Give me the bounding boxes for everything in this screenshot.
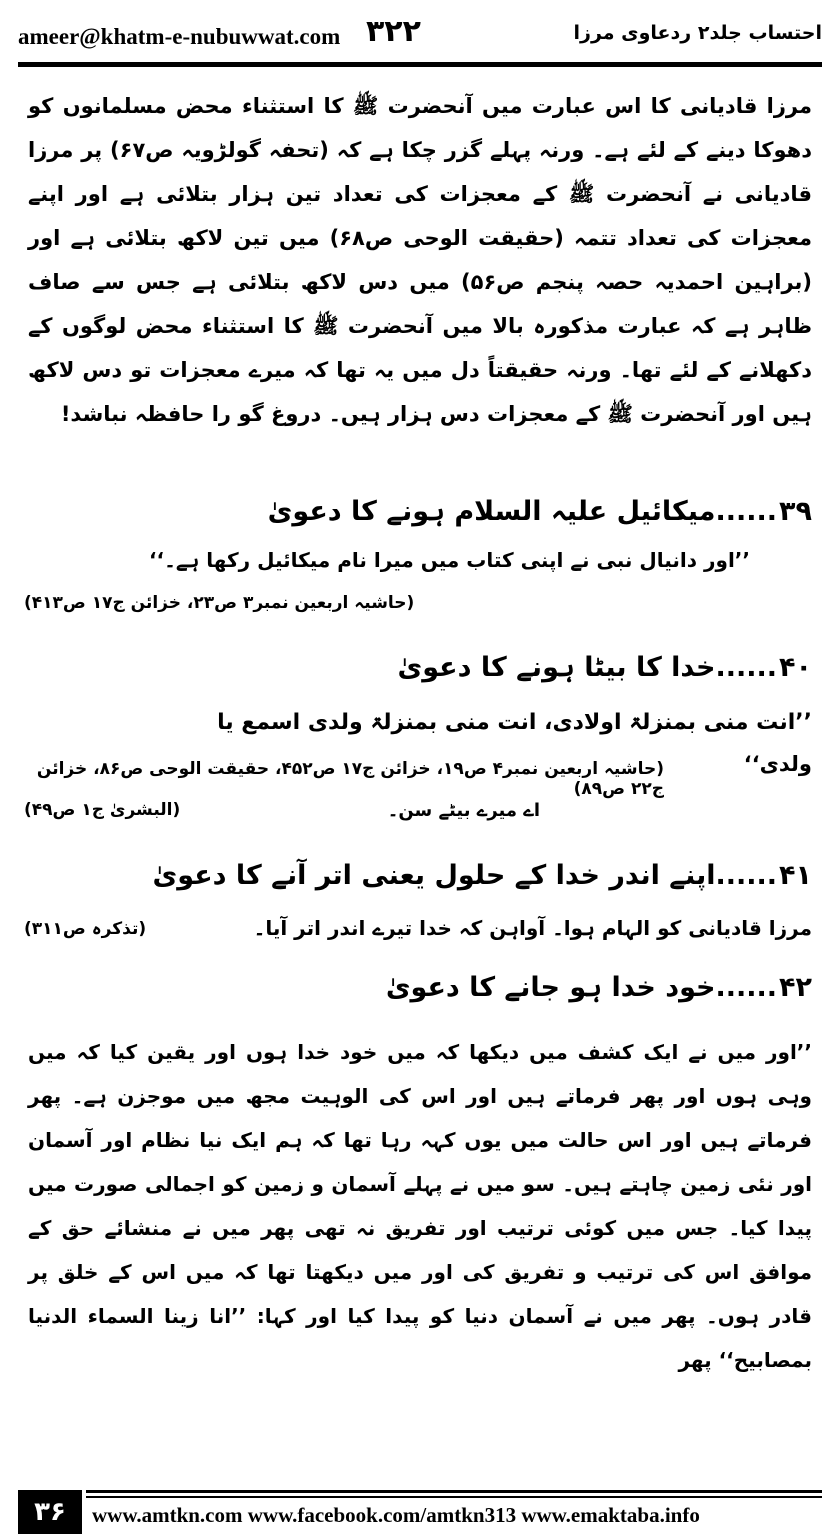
section-42-paragraph: ’’اور میں نے ایک کشف میں دیکھا کہ میں خود خدا ہوں اور یقین کیا کہ میں وہی ہوں اور پھر فرماتے ہیں اور اس کی الوہیت مجھ میں موجزن ہے۔ پھر فرماتے ہیں اور اس حالت میں یوں کہہ رہا تھا کہ ہم ایک نیا نظام اور آسمان اور نئی زمین چاہتے ہیں۔ سو میں نے پہلے آسمان و زمین کو اجمالی صورت میں پیدا کیا۔ جس میں کوئی ترتیب اور تفریق نہ تھی پھر میں نے منشائے حق کے موافق اس کی ترتیب و تفریق کی اور میں دیکھتا تھا کہ میں اس کے خلق پر قادر ہوں۔ پھر میں نے آسمان دنیا کو پیدا کیا اور کہا: ’’انا زینا السماء الدنیا بمصابیح‘‘ پھر bbox=[28, 1040, 812, 1372]
section-41-heading bbox=[28, 860, 812, 891]
footer-divider-thin bbox=[86, 1496, 822, 1498]
section-41-text: مرزا قادیانی کو الہام ہوا۔ آواہن کہ خدا تیرے اندر اتر آیا۔ bbox=[253, 916, 812, 940]
section-number: ۴۲ bbox=[779, 972, 812, 1003]
intro-paragraph: مرزا قادیانی کا اس عبارت میں آنحضرت ﷺ کا استثناء محض مسلمانوں کو دھوکا دینے کے لئے ہے۔ ورنہ پہلے گزر چکا ہے کہ (تحفہ گولڑویہ ص۶۷) پر مرزا قادیانی نے آنحضرت ﷺ کے معجزات کی تعداد تین ہزار بتلائی ہے اور اپنے معجزات کی تعداد تتمہ (حقیقت الوحی ص۶۸) میں تین لاکھ بتلائی ہے اور (براہین احمدیہ حصہ پنجم ص۵۶) میں دس لاکھ بتلائی ہے جس سے صاف ظاہر ہے کہ عبارت مذکورہ بالا میں آنحضرت ﷺ کا استثناء محض لوگوں کے دکھلانے کے لئے تھا۔ ورنہ حقیقتاً دل میں یہ تھا کہ میرے معجزات تو دس لاکھ ہیں اور آنحضرت ﷺ کے معجزات دس ہزار ہیں۔ دروغ گو را حافظہ نباشد! bbox=[28, 94, 812, 426]
header-book-title: احتساب جلد۲ ردعاوی مرزا bbox=[573, 22, 822, 44]
section-title: ......خود خدا ہو جانے کا دعویٰ bbox=[385, 972, 778, 1003]
section-39-quote: ’’اور دانیال نبی نے اپنی کتاب میں میرا نام میکائیل رکھا ہے۔‘‘ bbox=[148, 548, 750, 572]
section-40-translation: اے میرے بیٹے سن۔ bbox=[387, 800, 540, 821]
section-title: ......اپنے اندر خدا کے حلول یعنی اتر آنے کا دعویٰ bbox=[152, 860, 778, 891]
header-divider bbox=[18, 62, 822, 67]
section-40-reference: (حاشیہ اربعین نمبر۴ ص۱۹، خزائن ج۱۷ ص۴۵۲، حقیقت الوحی ص۸۶، خزائن ج۲۲ ص۸۹) bbox=[36, 759, 664, 799]
page-header bbox=[18, 14, 822, 58]
section-40-quote-line1: ’’انت منی بمنزلۃ اولادی، انت منی بمنزلۃ ولدی اسمع یا bbox=[217, 710, 812, 735]
section-number: ۴۰ bbox=[779, 652, 812, 683]
footer-divider bbox=[86, 1490, 822, 1493]
section-42-heading bbox=[28, 972, 812, 1003]
section-number: ۳۹ bbox=[779, 496, 812, 527]
section-39-heading bbox=[28, 496, 812, 527]
section-40-quote-line2: ولدی‘‘ bbox=[743, 752, 812, 776]
footer-website-links[interactable]: www.amtkn.com www.facebook.com/amtkn313 www.emaktaba.info bbox=[92, 1503, 700, 1527]
section-40-heading bbox=[28, 652, 812, 683]
section-number: ۴۱ bbox=[779, 860, 812, 891]
header-page-number: ۳۲۲ bbox=[366, 14, 421, 49]
section-41-reference: (تذکرہ ص۳۱۱) bbox=[24, 919, 147, 939]
footer-page-number: ۳۶ bbox=[18, 1490, 82, 1534]
section-40-reference-2: (البشریٰ ج۱ ص۴۹) bbox=[24, 800, 181, 820]
section-title: ......خدا کا بیٹا ہونے کا دعویٰ bbox=[397, 652, 778, 683]
section-title: ......میکائیل علیہ السلام ہونے کا دعویٰ bbox=[267, 496, 778, 527]
header-email: ameer@khatm-e-nubuwwat.com bbox=[18, 24, 341, 49]
section-39-reference: (حاشیہ اربعین نمبر۳ ص۲۳، خزائن ج۱۷ ص۴۱۳) bbox=[24, 593, 415, 613]
